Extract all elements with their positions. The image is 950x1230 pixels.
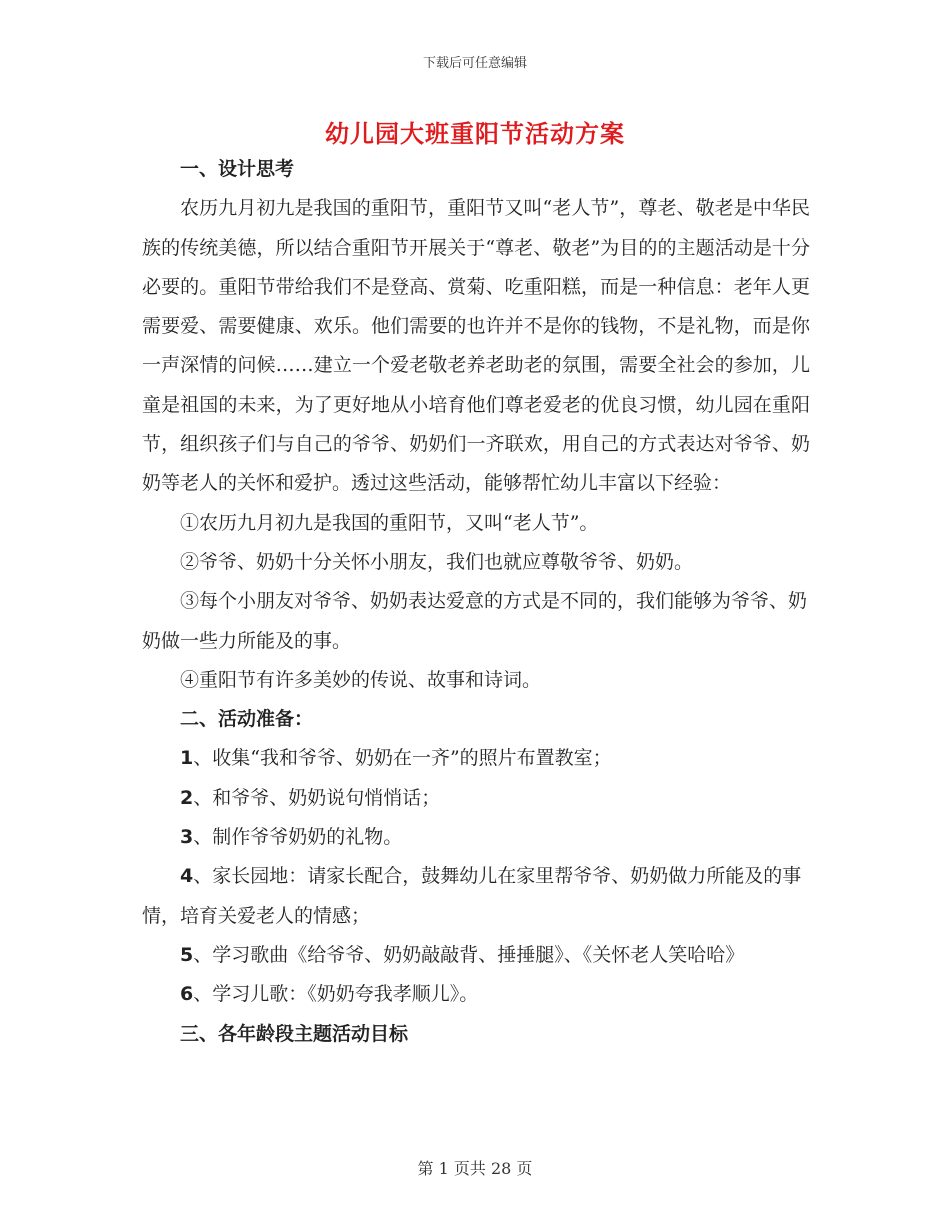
preparation-item-4 <box>142 857 810 936</box>
preparation-item-number: 3 <box>180 826 194 849</box>
preparation-item-number: 2 <box>180 786 194 809</box>
preparation-item-text: 、制作爷爷奶奶的礼物。 <box>193 826 403 849</box>
preparation-item-2 <box>142 779 810 818</box>
section-heading-3: 三、各年龄段主题活动目标 <box>180 1022 409 1045</box>
experience-item-3: ③每个小朋友对爷爷、奶奶表达爱意的方式是不同的，我们能够为爷爷、奶奶做一些力所能及的事。 <box>142 590 808 652</box>
preparation-item-text: 、学习歌曲《给爷爷、奶奶敲敲背、捶捶腿》、《关怀老人笑哈哈》 <box>193 943 745 966</box>
page-header: 下载后可任意编辑 <box>422 56 527 71</box>
preparation-item-number: 4 <box>180 865 194 888</box>
preparation-item-5 <box>142 936 810 975</box>
section1-paragraph: 农历九月初九是我国的重阳节，重阳节又叫“老人节”，尊老、敬老是中华民族的传统美德，所以结合重阳节开展关于“尊老、敬老”为目的的主题活动是十分必要的。重阳节带给我们不是登高、赏菊、吃重阳糕，而是一种信息：老年人更需要爱、需要健康、欢乐。他们需要的也许并不是你的钱物，不是礼物，而是你一声深情的问候……建立一个爱老敬老养老助老的氛围，需要全社会的参加，儿童是祖国的未来，为了更好地从小培育他们尊老爱老的优良习惯，幼儿园在重阳节，组织孩子们与自己的爷爷、奶奶们一齐联欢，用自己的方式表达对爷爷、奶奶等老人的关怀和爱护。透过这些活动，能够帮忙幼儿丰富以下经验： <box>142 197 810 495</box>
document-body <box>142 150 810 1054</box>
section-heading-1: 一、设计思考 <box>180 158 295 180</box>
section-heading-2: 二、活动准备： <box>180 708 314 731</box>
experience-item-2: ②爷爷、奶奶十分关怀小朋友，我们也就应尊敬爷爷、奶奶。 <box>180 550 694 573</box>
preparation-item-text: 、和爷爷、奶奶说句悄悄话； <box>193 786 441 809</box>
preparation-item-text: 、学习儿歌：《奶奶夸我孝顺儿》。 <box>193 983 479 1006</box>
preparation-item-number: 1 <box>180 747 194 770</box>
preparation-item-number: 6 <box>180 983 194 1006</box>
preparation-item-text: 、家长园地：请家长配合，鼓舞幼儿在家里帮爷爷、奶奶做力所能及的事情，培育关爱老人的情感； <box>142 865 802 927</box>
page-footer: 第 1 页共 28 页 <box>417 1159 533 1178</box>
preparation-item-text: 、收集“我和爷爷、奶奶在一齐”的照片布置教室； <box>193 747 612 770</box>
document-title: 幼儿园大班重阳节活动方案 <box>325 119 625 148</box>
preparation-item-number: 5 <box>180 943 194 966</box>
experience-item-4: ④重阳节有许多美妙的传说、故事和诗词。 <box>180 668 542 691</box>
preparation-item-1 <box>142 739 810 778</box>
experience-item-1: ①农历九月初九是我国的重阳节，又叫“老人节”。 <box>180 511 599 534</box>
preparation-item-3 <box>142 818 810 857</box>
preparation-item-6 <box>142 975 810 1014</box>
